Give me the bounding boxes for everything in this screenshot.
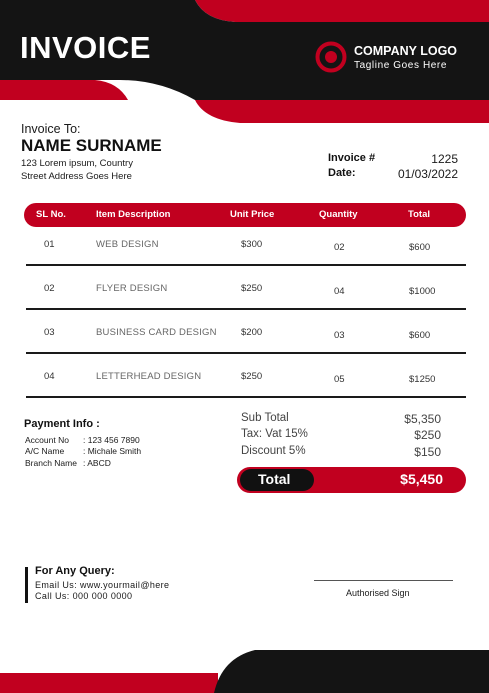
- row-2-desc: FLYER DESIGN: [96, 283, 168, 294]
- row-4-sl: 04: [44, 371, 55, 382]
- row-4-price: $250: [241, 371, 263, 382]
- address-line-1: 123 Lorem ipsum, Country: [21, 158, 133, 169]
- query-email: Email Us: www.yourmail@here: [35, 580, 170, 590]
- query-accent-bar: [25, 567, 28, 603]
- row-2-total: $1000: [409, 286, 436, 297]
- row-2-sl: 02: [44, 283, 55, 294]
- row-1-price: $300: [241, 239, 263, 250]
- invoice-to-label: Invoice To:: [21, 122, 81, 136]
- tax-label: Tax: Vat 15%: [241, 428, 308, 440]
- date-label: Date:: [328, 167, 356, 179]
- subtotal-label: Sub Total: [241, 412, 289, 424]
- row-2-qty: 04: [334, 286, 345, 297]
- invoice-number-label: Invoice #: [328, 152, 376, 164]
- header-unit-price: Unit Price: [230, 209, 275, 220]
- ac-name-value: : Michale Smith: [83, 446, 142, 456]
- row-divider: [26, 352, 466, 354]
- account-no-value: : 123 456 7890: [83, 435, 140, 445]
- row-3-price: $200: [241, 327, 263, 338]
- row-4-total: $1250: [409, 374, 436, 385]
- total-value: $5,450: [400, 471, 443, 487]
- row-divider: [26, 308, 466, 310]
- branch-name-value: : ABCD: [83, 458, 111, 468]
- company-name: COMPANY LOGO: [354, 44, 458, 58]
- signature-line: [314, 580, 453, 581]
- row-divider: [26, 396, 466, 398]
- ac-name-label: A/C Name: [25, 446, 65, 456]
- tax-value: $250: [414, 428, 441, 442]
- total-label: Total: [258, 471, 291, 487]
- row-3-qty: 03: [334, 330, 345, 341]
- header-quantity: Quantity: [319, 209, 358, 220]
- account-no-label: Account No: [25, 435, 69, 445]
- header-sl-no: SL No.: [36, 209, 66, 220]
- header-item-description: Item Description: [96, 209, 171, 220]
- query-phone: Call Us: 000 000 0000: [35, 591, 133, 601]
- discount-label: Discount 5%: [241, 445, 306, 457]
- subtotal-value: $5,350: [404, 412, 441, 426]
- invoice-number: 1225: [431, 152, 458, 166]
- row-3-desc: BUSINESS CARD DESIGN: [96, 327, 217, 338]
- payment-info-title: Payment Info :: [24, 418, 100, 430]
- target-circle-icon: [315, 41, 347, 73]
- row-3-sl: 03: [44, 327, 55, 338]
- invoice-title: INVOICE: [20, 30, 151, 65]
- row-1-sl: 01: [44, 239, 55, 250]
- row-1-total: $600: [409, 242, 431, 253]
- row-3-total: $600: [409, 330, 431, 341]
- authorised-sign-label: Authorised Sign: [346, 588, 410, 598]
- row-2-price: $250: [241, 283, 263, 294]
- invoice-date: 01/03/2022: [397, 167, 458, 181]
- customer-name: NAME SURNAME: [21, 136, 162, 155]
- row-divider: [26, 264, 466, 266]
- row-4-desc: LETTERHEAD DESIGN: [96, 371, 202, 382]
- company-tagline: Tagline Goes Here: [354, 60, 448, 71]
- query-title: For Any Query:: [35, 565, 115, 577]
- row-1-qty: 02: [334, 242, 345, 253]
- branch-name-label: Branch Name: [25, 458, 77, 468]
- row-4-qty: 05: [334, 374, 345, 385]
- discount-value: $150: [414, 445, 441, 459]
- row-1-desc: WEB DESIGN: [96, 239, 159, 250]
- footer-background: [0, 640, 489, 693]
- address-line-2: Street Address Goes Here: [21, 171, 132, 182]
- header-total: Total: [408, 209, 430, 220]
